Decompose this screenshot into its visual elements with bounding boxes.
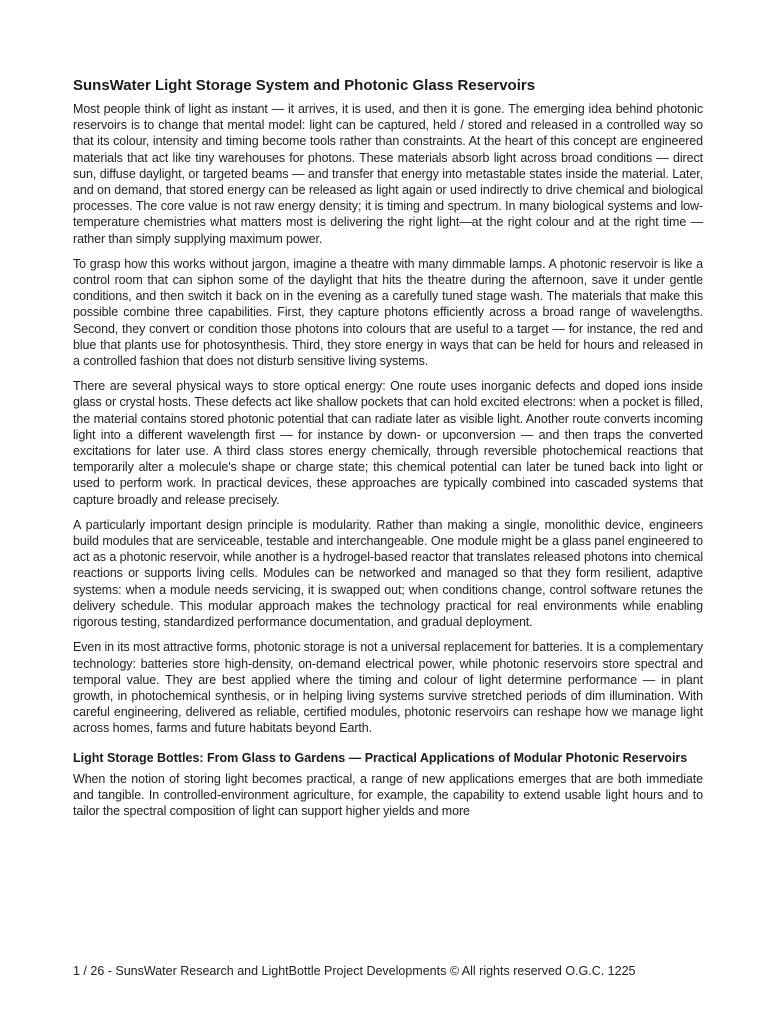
paragraph: Even in its most attractive forms, photonic storage is not a universal replacement for batteries. It is a complementary technology: batteries store high-density, on-demand electrical power, while photonic reservoirs store spectral and temporal value. They are best applied where the timing and colour of light determine performance — in plant growth, in photochemical synthesis, or in helping living systems survive stretched periods of dim illumination. With careful engineering, delivered as reliable, certified modules, photonic reservoirs can reshape how we manage light across homes, farms and future habitats beyond Earth.	[73, 640, 703, 736]
page-footer: 1 / 26 - SunsWater Research and LightBottle Project Developments © All rights reserved O.G.C. 1225	[73, 964, 636, 978]
paragraph: A particularly important design principle is modularity. Rather than making a single, monolithic device, engineers build modules that are serviceable, testable and interchangeable. One module might be a glass panel engineered to act as a photonic reservoir, while another is a hydrogel-based reactor that translates released photons into chemical reactions or supports living cells. Modules can be networked and managed so that they form resilient, adaptive systems: when a module needs servicing, it is swapped out; when conditions change, control software retunes the delivery schedule. This modular approach makes the technology practical for real environments while enabling rigorous testing, standardized performance documentation, and gradual deployment.	[73, 517, 703, 630]
document-title: SunsWater Light Storage System and Photonic Glass Reservoirs	[73, 77, 536, 94]
document-body	[73, 77, 703, 829]
paragraph: There are several physical ways to store optical energy: One route uses inorganic defects and doped ions inside glass or crystal hosts. These defects act like shallow pockets that can hold excited electrons: when a pocket is filled, the material contains stored photonic potential that can radiate later as visible light. Another route converts incoming light into a different wavelength first — for instance by down- or upconversion — and then traps the converted excitations for later use. A third class stores energy chemically, through reversible photochemical reactions that temporarily alter a molecule's shape or charge state; this chemical potential can later be tuned back into light or used to perform work. In practical devices, these approaches are typically combined into cascaded systems that capture broadly and release precisely.	[73, 379, 703, 507]
paragraph: Most people think of light as instant — it arrives, it is used, and then it is gone. The emerging idea behind photonic reservoirs is to change that mental model: light can be captured, held / stored and released in a controlled way so that its colour, intensity and timing become tools rather than constraints. At the heart of this concept are engineered materials that act like tiny warehouses for photons. These materials absorb light across broad conditions — direct sun, diffuse daylight, or targeted beams — and transfer that energy into metastable states inside the material. Later, and on demand, that stored energy can be released as light again or used indirectly to drive chemical and biological processes. The core value is not raw energy density; it is timing and spectrum. In many biological systems and low-temperature chemistries what matters most is delivering the right light—at the right colour and at the right time —rather than simply supplying maximum power.	[73, 102, 703, 246]
section-paragraph: When the notion of storing light becomes practical, a range of new applications emerges that are both immediate and tangible. In controlled-environment agriculture, for example, the capability to extend usable light hours and to tailor the spectral composition of light can support higher yields and more	[73, 772, 703, 819]
section-heading: Light Storage Bottles: From Glass to Gardens — Practical Applications of Modular Photonic Reservoirs	[73, 750, 688, 765]
paragraph: To grasp how this works without jargon, imagine a theatre with many dimmable lamps. A photonic reservoir is like a control room that can siphon some of the daylight that hits the theatre during the afternoon, save it under gentle conditions, and then switch it back on in the evening as a carefully tuned stage wash. The materials that make this possible combine three capabilities. First, they capture photons efficiently across a broad range of wavelengths. Second, they convert or condition those photons into colours that are useful to a target — for instance, the red and blue that plants use for photosynthesis. Third, they store energy in ways that can be held for hours and released in a controlled fashion that does not disturb sensitive living systems.	[73, 256, 703, 369]
